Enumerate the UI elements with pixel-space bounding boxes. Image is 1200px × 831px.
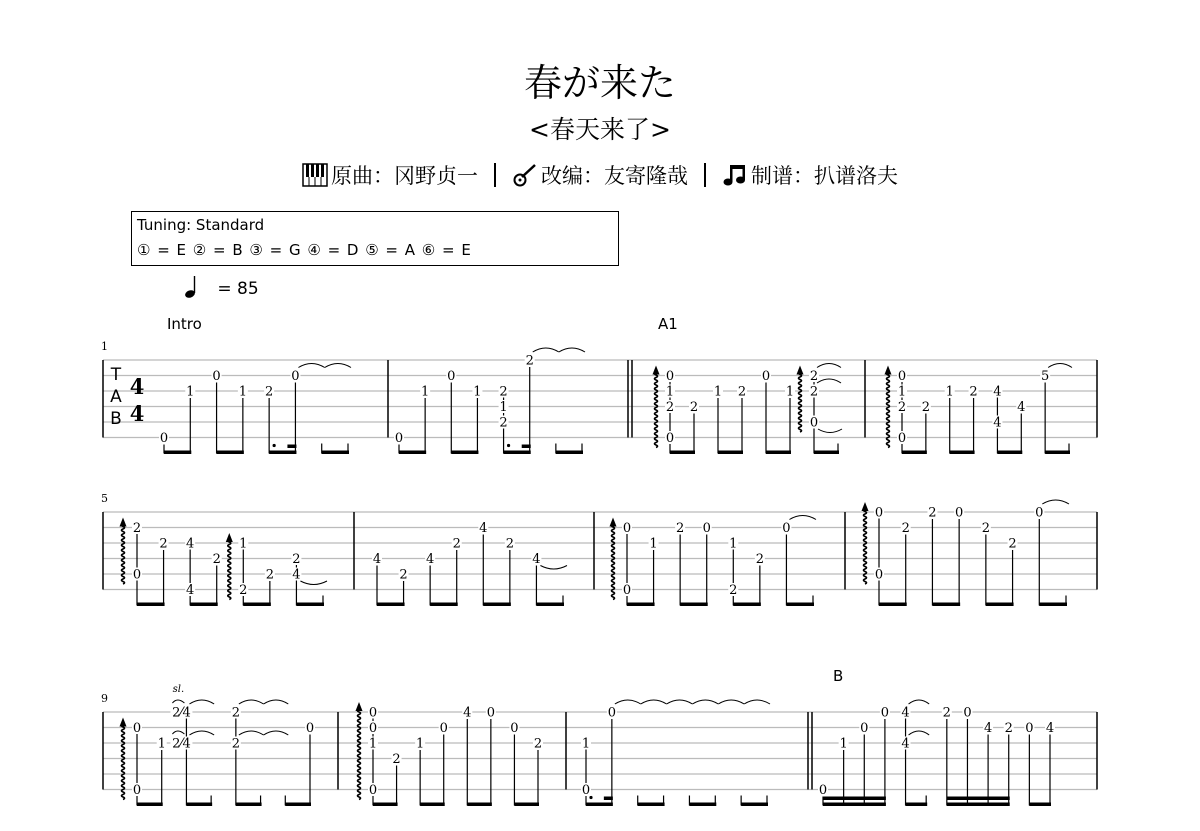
fret-number: 0: [447, 369, 456, 385]
arpeggio-arrow: [885, 366, 892, 375]
beam: [879, 603, 907, 607]
beam: [997, 451, 1022, 455]
fret-number: 0: [818, 783, 828, 799]
fret-number: 1: [839, 736, 848, 752]
fret-number: 1: [368, 736, 378, 752]
beam: [718, 451, 743, 455]
beam: [689, 803, 716, 807]
beam: [986, 603, 1014, 607]
fret-number: 4: [532, 552, 541, 568]
fret-number: 0: [394, 431, 404, 447]
beam: [322, 451, 349, 455]
fret-number: 1: [238, 384, 247, 400]
measure: [356, 702, 567, 806]
beam: [467, 803, 492, 807]
fret-number: 0: [1035, 505, 1044, 521]
tuning-strings: ① = E ② = B ③ = G ④ = D ⑤ = A ⑥ = E: [137, 241, 471, 259]
beam: [137, 803, 163, 807]
fret-number: 2: [969, 384, 978, 400]
time-signature-bottom: 4: [129, 401, 145, 426]
fret-number: 2: [399, 567, 408, 583]
fret-number: 2: [1004, 721, 1013, 737]
beam: [243, 603, 271, 607]
fret-number: 1: [499, 400, 508, 416]
fret-number: 0: [581, 783, 591, 799]
fret-number: 4: [372, 552, 382, 568]
beam: [420, 803, 445, 807]
beam: [483, 603, 511, 607]
fret-number: 2: [231, 736, 240, 752]
fret-number: 4: [983, 721, 993, 737]
arpeggio-wave: [358, 710, 361, 800]
fret-number: 2: [292, 552, 301, 568]
tab-clef-letter: B: [110, 409, 122, 429]
arranger-credit: 改编：友寄隆哉: [541, 164, 688, 188]
fret-number: 2: [676, 521, 685, 537]
slide-slur: [172, 731, 184, 734]
beam: [823, 803, 886, 807]
arpeggio-arrow: [653, 366, 660, 375]
rhythm-dot: [507, 444, 510, 447]
fret-number: 0: [132, 721, 142, 737]
fret-number: 1: [785, 384, 795, 400]
beam: [190, 603, 218, 607]
beam: [1045, 451, 1070, 455]
fret-number: 4: [901, 736, 910, 752]
tie: [1048, 364, 1072, 368]
beam: [733, 603, 761, 607]
arpeggio-wave: [122, 725, 125, 800]
fret-number: 0: [897, 369, 907, 385]
arpeggio-wave: [864, 509, 867, 584]
tie: [615, 700, 641, 704]
beam: [627, 603, 655, 607]
fret-number: 0: [486, 705, 495, 721]
fret-number: 1: [157, 736, 166, 752]
fret-number: 1: [416, 736, 425, 752]
tie: [909, 731, 930, 735]
beam: [217, 451, 244, 455]
fret-number: 2: [265, 567, 274, 583]
fret-number: 0: [510, 721, 519, 737]
fret-number: 2: [452, 536, 461, 552]
tuning-title: Tuning: Standard: [137, 216, 265, 234]
fret-number: 0: [622, 583, 632, 599]
fret-number: 0: [368, 705, 378, 721]
tie: [667, 700, 693, 704]
beam: [164, 451, 191, 455]
rhythm-dot: [273, 444, 276, 447]
fret-number: 2: [499, 415, 508, 431]
tie: [718, 700, 744, 704]
fret-number: 2: [505, 536, 514, 552]
tie: [264, 700, 289, 704]
tab-clef-letter: A: [110, 387, 122, 407]
tie: [692, 700, 718, 704]
fret-number: 0: [305, 721, 315, 737]
section-label: B: [833, 667, 844, 685]
fret-number: 4: [426, 552, 435, 568]
fret-number: 2: [132, 521, 142, 537]
composer-credit: 原曲：冈野贞一: [331, 164, 478, 188]
fret-number: 2: [921, 400, 930, 416]
tab-clef-letter: T: [110, 365, 122, 385]
fret-number: 2: [525, 353, 534, 369]
beam: [906, 803, 928, 807]
fret-number: 0: [291, 369, 300, 385]
tie: [818, 429, 842, 433]
fret-number: 2: [897, 400, 907, 416]
beam: [296, 603, 324, 607]
tie: [1042, 500, 1069, 504]
beam: [786, 603, 814, 607]
tie: [909, 700, 930, 704]
beam: [741, 803, 768, 807]
fret-number: 0: [761, 369, 771, 385]
fret-number: 2: [1008, 536, 1017, 552]
fret-number: 1: [581, 736, 591, 752]
fret-number: 0: [809, 415, 819, 431]
beam: [373, 803, 398, 807]
beam-stub: [522, 445, 531, 449]
beam: [638, 803, 665, 807]
tie: [559, 348, 585, 352]
fret-number: 2: [239, 583, 248, 599]
beam: [430, 603, 458, 607]
measure-number: 5: [101, 492, 108, 505]
fret-number: 0: [702, 521, 711, 537]
beam: [377, 603, 405, 607]
fret-number: 4: [186, 583, 195, 599]
measure-number: 9: [101, 692, 108, 705]
beam: [814, 451, 839, 455]
fret-number: 1: [897, 384, 907, 400]
fret-number: 0: [212, 369, 221, 385]
tie: [325, 364, 351, 368]
tie: [540, 566, 567, 570]
arpeggio-arrow: [120, 518, 127, 527]
fret-number: 2: [231, 705, 240, 721]
arpeggio-wave: [122, 524, 125, 584]
fret-number: 4: [901, 705, 910, 721]
fret-number: 2: [533, 736, 543, 752]
tie: [264, 731, 289, 735]
tie: [239, 700, 264, 704]
arpeggio-arrow: [862, 502, 869, 511]
beam: [1029, 803, 1051, 807]
fret-number: 1: [239, 536, 248, 552]
fret-number: 0: [782, 521, 791, 537]
arpeggio-wave: [655, 373, 658, 448]
fret-number: 4: [1045, 721, 1055, 737]
beam: [670, 451, 695, 455]
beam-stub: [287, 445, 296, 449]
tempo-value: = 85: [217, 279, 259, 299]
arpeggio-arrow: [120, 718, 127, 727]
beam: [236, 803, 262, 807]
slide-slur: [172, 700, 184, 703]
fret-number: 1: [945, 384, 954, 400]
fret-number: 2⁄4: [172, 736, 191, 752]
measure-number: 1: [101, 340, 108, 353]
tie: [298, 364, 324, 368]
beam: [186, 803, 212, 807]
fret-number: 1: [713, 384, 723, 400]
song-title: 春が来た: [523, 61, 676, 105]
fret-number: 4: [993, 415, 1002, 431]
beam: [269, 451, 296, 455]
tie: [817, 364, 841, 368]
fret-number: 2: [689, 400, 699, 416]
beam: [950, 451, 975, 455]
fret-number: 2⁄4: [172, 705, 191, 721]
slide-label: sl.: [172, 684, 185, 695]
fret-number: 4: [463, 705, 472, 721]
fret-number: 0: [860, 721, 869, 737]
fret-number: 2: [901, 521, 910, 537]
beam: [285, 803, 311, 807]
time-signature-top: 4: [129, 374, 145, 399]
fret-number: 0: [665, 369, 675, 385]
arpeggio-wave: [799, 372, 802, 432]
fret-number: 4: [1017, 400, 1026, 416]
beam: [536, 603, 564, 607]
tie: [300, 581, 327, 585]
tie: [817, 379, 841, 383]
section-label: A1: [658, 315, 678, 333]
beam: [556, 451, 583, 455]
fret-number: 2: [159, 536, 168, 552]
arpeggio-wave: [612, 525, 615, 600]
fret-number: 2: [212, 552, 221, 568]
fret-number: 0: [874, 567, 884, 583]
beam: [137, 603, 165, 607]
tie: [533, 348, 559, 352]
fret-number: 1: [665, 384, 675, 400]
fret-number: 1: [729, 536, 738, 552]
beam: [504, 451, 531, 455]
fret-number: 2: [928, 505, 937, 521]
fret-number: 0: [132, 567, 142, 583]
fret-number: 1: [473, 384, 482, 400]
fret-number: 2: [499, 384, 508, 400]
fret-number: 2: [809, 384, 819, 400]
fret-number: 2: [665, 400, 675, 416]
fret-number: 4: [479, 521, 488, 537]
beam: [766, 451, 791, 455]
fret-number: 1: [649, 536, 658, 552]
fret-number: 2: [942, 705, 951, 721]
beam: [680, 603, 708, 607]
fret-number: 0: [880, 705, 890, 721]
tie: [789, 516, 816, 520]
fret-number: 0: [665, 431, 675, 447]
beam: [1039, 603, 1067, 607]
beam: [399, 451, 426, 455]
fret-number: 2: [981, 521, 990, 537]
measure: [120, 684, 339, 806]
fret-number: 2: [392, 752, 401, 768]
arpeggio-wave: [887, 373, 890, 448]
transcriber-credit: 制谱：扒谱洛夫: [751, 164, 898, 188]
fret-number: 0: [368, 783, 378, 799]
beam: [451, 451, 478, 455]
fret-number: 2: [755, 552, 764, 568]
fret-number: 2: [737, 384, 747, 400]
fret-number: 0: [439, 721, 448, 737]
arpeggio-arrow: [356, 702, 363, 711]
tie: [239, 731, 264, 735]
fret-number: 4: [993, 384, 1002, 400]
song-subtitle: <春天来了>: [529, 115, 671, 144]
beam-stub: [604, 797, 613, 801]
fret-number: 5: [1041, 369, 1050, 385]
arpeggio-arrow: [226, 533, 233, 542]
beam: [947, 803, 1010, 807]
fret-number: 0: [963, 705, 972, 721]
fret-number: 0: [622, 521, 632, 537]
fret-number: 0: [159, 431, 169, 447]
tie: [189, 731, 214, 735]
beam: [514, 803, 539, 807]
fret-number: 0: [1025, 721, 1034, 737]
fret-number: 2: [809, 369, 819, 385]
fret-number: 0: [955, 505, 964, 521]
fret-number: 1: [421, 384, 430, 400]
tie: [744, 700, 770, 704]
fret-number: 4: [292, 567, 301, 583]
tie: [641, 700, 667, 704]
fret-number: 0: [368, 721, 378, 737]
beam-sixteenth: [947, 797, 1010, 801]
section-label: Intro: [167, 315, 202, 333]
tie: [189, 700, 214, 704]
beam: [902, 451, 927, 455]
arpeggio-arrow: [610, 518, 617, 527]
beam: [932, 603, 960, 607]
arpeggio-wave: [228, 540, 231, 600]
arpeggio-arrow: [797, 366, 804, 375]
fret-number: 0: [897, 431, 907, 447]
tab-staff-row: [101, 492, 1097, 590]
fret-number: 0: [132, 783, 142, 799]
fret-number: 2: [265, 384, 274, 400]
fret-number: 2: [729, 583, 738, 599]
beam: [586, 803, 613, 807]
beam-sixteenth: [823, 797, 886, 801]
fret-number: 4: [186, 536, 195, 552]
fret-number: 0: [874, 505, 884, 521]
fret-number: 0: [607, 705, 616, 721]
fret-number: 1: [186, 384, 195, 400]
